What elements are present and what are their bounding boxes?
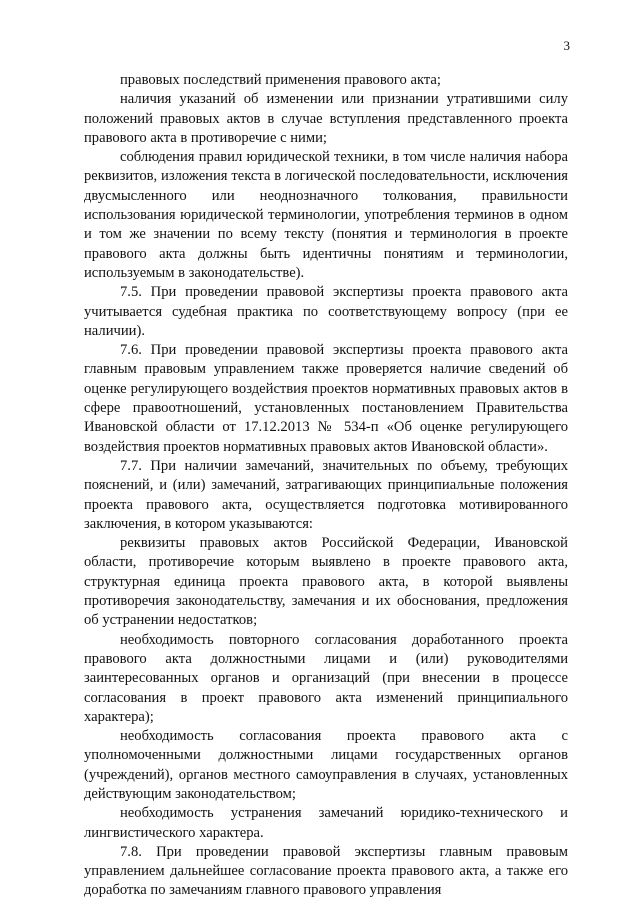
paragraph-requisites: реквизиты правовых актов Российской Федерации, Ивановской области, противоречие которым выявлено в проекте правового акта, структурная единица проекта правового акта, в которой выявлены противоречия законодательству, замечания и их обоснования, предложения об устранении недостатков;: [84, 535, 568, 629]
paragraph-7-8: 7.8. При проведении правовой экспертизы главным правовым управлением дальнейшее согласование проекта правового акта, а также его доработка по замечаниям главного правового управления: [84, 843, 568, 899]
page-number: 3: [563, 38, 570, 53]
paragraph-approval-officials: необходимость согласования проекта правового акта с уполномоченными должностными лицами государственных органов (учреждений), органов местного самоуправления в случаях, установленных действующим законодательством;: [84, 728, 568, 802]
paragraph-repeat-approval: необходимость повторного согласования доработанного проекта правового акта должностными лицами и (или) руководителями заинтересованных органов и организаций (при внесении в процессе согласования в проект правового акта изменений принципиального характера);: [84, 631, 568, 725]
document-body: [84, 71, 568, 901]
paragraph-remove-remarks: необходимость устранения замечаний юридико-технического и лингвистического характера.: [84, 805, 568, 841]
paragraph-invalidation-indications: наличия указаний об изменении или признании утратившими силу положений правовых актов в случае вступления представленного проекта правового акта в противоречие с ними;: [84, 91, 568, 146]
paragraph-legal-technique: соблюдения правил юридической техники, в том числе наличия набора реквизитов, изложения текста в логической последовательности, исключения двусмысленного или неоднозначного толкования, правильности использования юридической терминологии, употребления терминов в одном и том же значении по всему тексту (понятия и терминология в проекте правового акта должны быть идентичны понятиям и терминологии, используемым в законодательстве).: [84, 149, 568, 281]
paragraph-7-5: 7.5. При проведении правовой экспертизы проекта правового акта учитывается судебная практика по соответствующему вопросу (при ее наличии).: [84, 284, 568, 339]
paragraph-legal-consequences: правовых последствий применения правового акта;: [120, 72, 441, 88]
paragraph-7-6: 7.6. При проведении правовой экспертизы проекта правового акта главным правовым управлением также проверяется наличие сведений об оценке регулирующего воздействия проектов нормативных правовых актов в сфере правоотношений, установленных постановлением Правительства Ивановской области от 17.12.2013 № 534-п «Об оценке регулирующего воздействия проектов нормативных правовых актов Ивановской области».: [84, 342, 568, 455]
paragraph-7-7: 7.7. При наличии замечаний, значительных по объему, требующих пояснений, и (или) замечаний, затрагивающих принципиальные положения проекта правового акта, осуществляется подготовка мотивированного заключения, в котором указываются:: [84, 457, 568, 532]
